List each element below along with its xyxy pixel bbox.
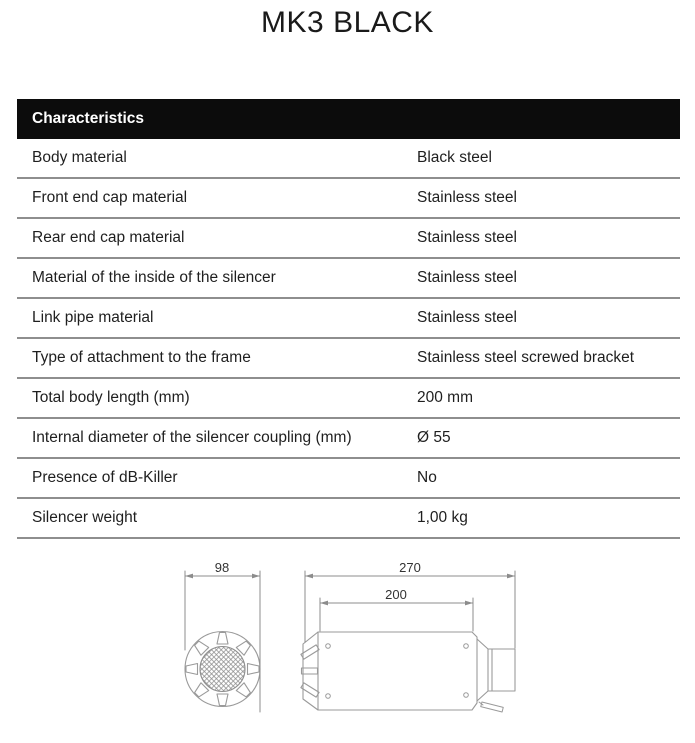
row-label: Rear end cap material (32, 229, 185, 246)
row-value: Black steel (417, 149, 492, 166)
table-row (17, 459, 680, 499)
row-label: Front end cap material (32, 189, 188, 206)
row-label: Link pipe material (32, 309, 154, 326)
side-bracket (479, 702, 503, 712)
row-value: Stainless steel (417, 229, 517, 246)
table-row (17, 179, 680, 219)
row-label: Total body length (mm) (32, 389, 190, 406)
characteristics-table (17, 99, 680, 539)
row-label: Body material (32, 149, 127, 166)
table-row (17, 299, 680, 339)
row-value: Stainless steel (417, 189, 517, 206)
row-label: Material of the inside of the silencer (32, 269, 276, 286)
side-cap-ribs (301, 645, 319, 697)
side-rivets (326, 644, 469, 699)
row-label: Presence of dB-Killer (32, 469, 178, 486)
row-value: Stainless steel (417, 309, 517, 326)
dimension-200-label: 200 (385, 587, 407, 602)
table-row (17, 139, 680, 179)
row-value: Stainless steel (417, 269, 517, 286)
table-row (17, 339, 680, 379)
row-label: Internal diameter of the silencer coupling (mm) (32, 429, 352, 446)
silencer-side-view (301, 632, 515, 712)
row-value: No (417, 469, 437, 486)
dimension-200 (320, 598, 473, 631)
dimension-270 (305, 571, 515, 648)
table-header: Characteristics (17, 99, 680, 139)
row-value: Ø 55 (417, 429, 451, 446)
side-outlet-cone (477, 639, 488, 701)
row-value: Stainless steel screwed bracket (417, 349, 635, 366)
row-value: 1,00 kg (417, 509, 468, 526)
row-value: 200 mm (417, 389, 473, 406)
row-label: Silencer weight (32, 509, 138, 526)
row-label: Type of attachment to the frame (32, 349, 251, 366)
front-mesh-circle (200, 647, 245, 692)
table-row (17, 219, 680, 259)
dimension-98-label: 98 (214, 560, 230, 575)
silencer-front-view (185, 632, 260, 707)
table-row (17, 499, 680, 539)
page-title: MK3 BLACK (261, 6, 434, 39)
dimension-lines (185, 571, 515, 712)
table-row (17, 259, 680, 299)
dimension-270-label: 270 (399, 560, 421, 575)
table-row (17, 419, 680, 459)
technical-drawing (0, 545, 695, 743)
table-row (17, 379, 680, 419)
